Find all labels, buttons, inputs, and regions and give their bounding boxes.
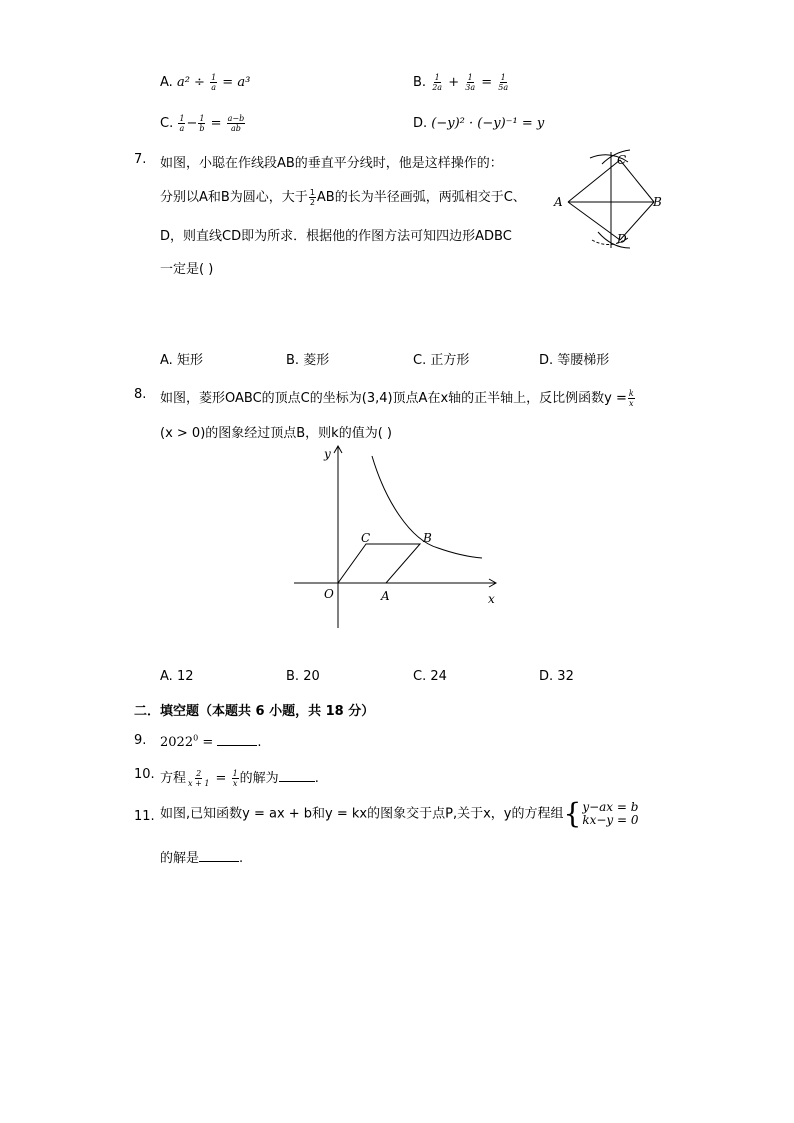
q11-equation-system: { y−ax = b kx−y = 0	[563, 797, 639, 830]
q7-option-a: A. 矩形	[160, 353, 203, 368]
q7-option-b: B. 菱形	[286, 353, 330, 368]
q7-label-c: C	[617, 153, 627, 167]
q7-option-d: D. 等腰梯形	[539, 353, 610, 368]
q8-option-b: B. 20	[286, 669, 320, 684]
q7-edge-da	[568, 202, 620, 240]
q8-rhombus-oabc	[338, 544, 420, 583]
q8-option-d: D. 32	[539, 669, 574, 684]
q11-number: 11.	[134, 809, 155, 824]
q7-label-d: D	[617, 232, 627, 246]
q8-label-x: x	[488, 592, 495, 606]
q11-line-2: 的解是 .	[160, 851, 244, 866]
q7-line-4: 一定是( )	[160, 262, 214, 277]
q7-figure	[550, 148, 670, 254]
q6-option-b: B. $\frac{1}{2a}$ + $\frac{1}{3a}$ = $\frac{1}{5a}$	[413, 73, 509, 92]
q10-number: 10.	[134, 767, 155, 782]
q7-option-c: C. 正方形	[413, 353, 470, 368]
q6-option-a: A. a² ÷ $\frac{1}{a}$ = a³	[160, 73, 251, 92]
q8-line-1: 如图，菱形OABC的顶点C的坐标为(3,4)顶点A在x轴的正半轴上，反比例函数y = $\frac{k}{x}$	[160, 389, 634, 408]
q8-option-c: C. 24	[413, 669, 447, 684]
q8-figure	[290, 440, 510, 632]
q8-option-a: A. 12	[160, 669, 194, 684]
q11-line-1: 如图,已知函数y = ax + b和y = kx的图象交于点P,关于x，y的方程组 { y−ax = b kx−y = 0	[160, 797, 639, 830]
q8-number: 8.	[134, 387, 147, 402]
q11-answer-blank[interactable]	[199, 849, 239, 862]
q6-option-d: D. (−y)² · (−y)⁻¹ = y	[413, 116, 545, 131]
q8-label-y: y	[324, 447, 331, 461]
q8-label-o: O	[324, 587, 334, 601]
q7-edge-ac	[568, 160, 620, 202]
q9-answer-blank[interactable]	[217, 733, 257, 746]
section-2-title: 二．填空题（本题共 6 小题，共 18 分）	[134, 704, 375, 719]
q9-number: 9.	[134, 733, 147, 748]
q10-text: 方程 $\frac{2}{x + 1}$ = $\frac{1}{x}$ 的解为 .	[160, 769, 319, 788]
q8-line-2: (x > 0)的图象经过顶点B，则k的值为( )	[160, 426, 392, 441]
q6-option-c: C. $\frac{1}{a}$ − $\frac{1}{b}$ = $\frac{a-b}{ab}$	[160, 114, 245, 133]
q7-line-1: 如图，小聪在作线段AB的垂直平分线时，他是这样操作的：	[160, 156, 503, 171]
q7-label-b: B	[653, 195, 662, 209]
q7-line-2: 分别以A和B为圆心，大于 $\frac{1}{2}$ AB的长为半径画弧，两弧相交于C、	[160, 188, 526, 207]
q10-answer-blank[interactable]	[279, 769, 315, 782]
q8-label-c: C	[361, 531, 371, 545]
q7-label-a: A	[554, 195, 563, 209]
q9-text: $2022^0$ = .	[160, 733, 262, 750]
q7-number: 7.	[134, 152, 147, 167]
q8-label-b: B	[423, 531, 432, 545]
q8-label-a: A	[381, 589, 390, 603]
q7-line-3: D，则直线CD即为所求．根据他的作图方法可知四边形ADBC	[160, 229, 512, 244]
